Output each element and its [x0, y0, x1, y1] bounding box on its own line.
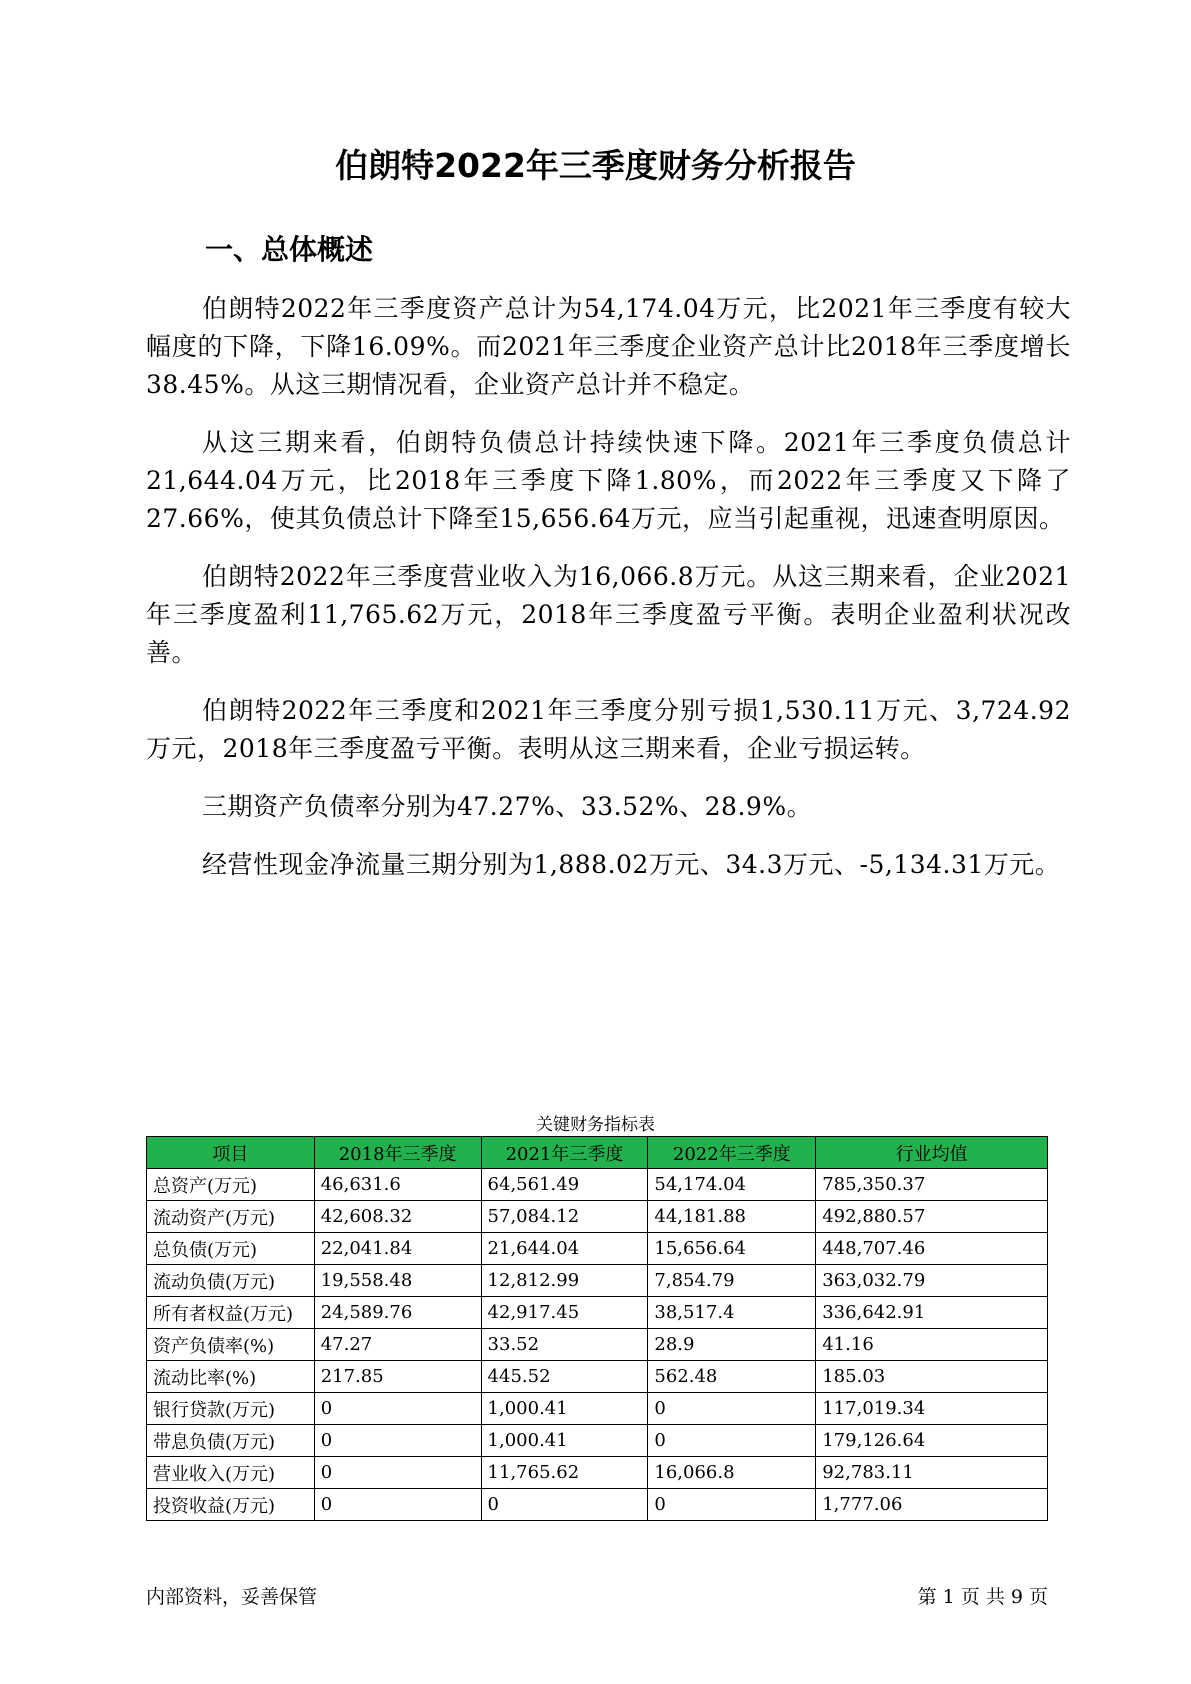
- header-2021q3: 2021年三季度: [481, 1137, 648, 1169]
- cell-industry-average: 185.03: [816, 1361, 1048, 1393]
- paragraph-liabilities: 从这三期来看，伯朗特负债总计持续快速下降。2021年三季度负债总计21,644.04万元，比2018年三季度下降1.80%，而2022年三季度又下降了27.66%，使其负债总计下降至15,656.64万元，应当引起重视，迅速查明原因。: [146, 428, 1071, 533]
- cell-item: 流动资产(万元): [147, 1201, 315, 1233]
- cell-item: 总资产(万元): [147, 1169, 315, 1201]
- cell-2021q3: 1,000.41: [481, 1425, 648, 1457]
- cell-industry-average: 785,350.37: [816, 1169, 1048, 1201]
- table-row: [147, 1297, 1048, 1329]
- table-row: [147, 1489, 1048, 1521]
- cell-2021q3: 11,765.62: [481, 1457, 648, 1489]
- cell-2022q3: 562.48: [648, 1361, 816, 1393]
- cell-item: 流动比率(%): [147, 1361, 315, 1393]
- cell-item: 资产负债率(%): [147, 1329, 315, 1361]
- body-text: [146, 290, 1071, 904]
- cell-2021q3: 0: [481, 1489, 648, 1521]
- cell-industry-average: 41.16: [816, 1329, 1048, 1361]
- cell-industry-average: 492,880.57: [816, 1201, 1048, 1233]
- table-row: [147, 1265, 1048, 1297]
- table-row: [147, 1425, 1048, 1457]
- table-caption: 关键财务指标表: [536, 1115, 655, 1135]
- cell-2021q3: 445.52: [481, 1361, 648, 1393]
- cell-2018q3: 19,558.48: [314, 1265, 481, 1297]
- cell-2022q3: 16,066.8: [648, 1457, 816, 1489]
- table-row: [147, 1233, 1048, 1265]
- key-financial-metrics-table: [146, 1136, 1048, 1521]
- cell-2022q3: 38,517.4: [648, 1297, 816, 1329]
- paragraph-loss: 伯朗特2022年三季度和2021年三季度分别亏损1,530.11万元、3,724.92万元，2018年三季度盈亏平衡。表明从这三期来看，企业亏损运转。: [146, 696, 1071, 763]
- cell-2022q3: 0: [648, 1489, 816, 1521]
- cell-2018q3: 0: [314, 1489, 481, 1521]
- cell-2018q3: 0: [314, 1457, 481, 1489]
- table-body: [147, 1169, 1048, 1521]
- cell-2018q3: 47.27: [314, 1329, 481, 1361]
- cell-2021q3: 1,000.41: [481, 1393, 648, 1425]
- paragraph-assets: 伯朗特2022年三季度资产总计为54,174.04万元，比2021年三季度有较大幅度的下降，下降16.09%。而2021年三季度企业资产总计比2018年三季度增长38.45%。从这三期情况看，企业资产总计并不稳定。: [146, 294, 1071, 399]
- cell-2018q3: 217.85: [314, 1361, 481, 1393]
- cell-2022q3: 15,656.64: [648, 1233, 816, 1265]
- cell-2018q3: 46,631.6: [314, 1169, 481, 1201]
- cell-2018q3: 42,608.32: [314, 1201, 481, 1233]
- header-industry-average: 行业均值: [816, 1137, 1048, 1169]
- cell-2022q3: 0: [648, 1425, 816, 1457]
- cell-item: 流动负债(万元): [147, 1265, 315, 1297]
- paragraph-debt-ratio: 三期资产负债率分别为47.27%、33.52%、28.9%。: [202, 792, 813, 821]
- cell-2021q3: 57,084.12: [481, 1201, 648, 1233]
- paragraph-revenue: 伯朗特2022年三季度营业收入为16,066.8万元。从这三期来看，企业2021年三季度盈利11,765.62万元，2018年三季度盈亏平衡。表明企业盈利状况改善。: [146, 562, 1071, 667]
- page-title: 伯朗特2022年三季度财务分析报告: [335, 146, 856, 185]
- cell-item: 投资收益(万元): [147, 1489, 315, 1521]
- cell-industry-average: 179,126.64: [816, 1425, 1048, 1457]
- cell-industry-average: 363,032.79: [816, 1265, 1048, 1297]
- table-header-row: [147, 1137, 1048, 1169]
- cell-2022q3: 44,181.88: [648, 1201, 816, 1233]
- cell-2021q3: 21,644.04: [481, 1233, 648, 1265]
- cell-item: 银行贷款(万元): [147, 1393, 315, 1425]
- header-item: 项目: [147, 1137, 315, 1169]
- cell-2018q3: 0: [314, 1393, 481, 1425]
- table-row: [147, 1201, 1048, 1233]
- cell-industry-average: 92,783.11: [816, 1457, 1048, 1489]
- paragraph-cash-flow: 经营性现金净流量三期分别为1,888.02万元、34.3万元、-5,134.31万元。: [202, 850, 1061, 879]
- cell-item: 总负债(万元): [147, 1233, 315, 1265]
- cell-2021q3: 64,561.49: [481, 1169, 648, 1201]
- cell-item: 所有者权益(万元): [147, 1297, 315, 1329]
- cell-2022q3: 28.9: [648, 1329, 816, 1361]
- cell-2021q3: 12,812.99: [481, 1265, 648, 1297]
- footer-confidential-note: 内部资料，妥善保管: [146, 1586, 318, 1608]
- section-heading: 一、总体概述: [205, 233, 374, 266]
- cell-2022q3: 0: [648, 1393, 816, 1425]
- table-row: [147, 1393, 1048, 1425]
- cell-2021q3: 42,917.45: [481, 1297, 648, 1329]
- table-row: [147, 1457, 1048, 1489]
- cell-2018q3: 22,041.84: [314, 1233, 481, 1265]
- table-row: [147, 1361, 1048, 1393]
- cell-2021q3: 33.52: [481, 1329, 648, 1361]
- table-row: [147, 1169, 1048, 1201]
- cell-item: 带息负债(万元): [147, 1425, 315, 1457]
- header-2022q3: 2022年三季度: [648, 1137, 816, 1169]
- header-2018q3: 2018年三季度: [314, 1137, 481, 1169]
- footer-page-number: 第 1 页 共 9 页: [917, 1586, 1048, 1608]
- table-row: [147, 1329, 1048, 1361]
- cell-industry-average: 336,642.91: [816, 1297, 1048, 1329]
- cell-industry-average: 1,777.06: [816, 1489, 1048, 1521]
- cell-2018q3: 24,589.76: [314, 1297, 481, 1329]
- cell-item: 营业收入(万元): [147, 1457, 315, 1489]
- cell-industry-average: 117,019.34: [816, 1393, 1048, 1425]
- cell-2018q3: 0: [314, 1425, 481, 1457]
- cell-2022q3: 7,854.79: [648, 1265, 816, 1297]
- cell-industry-average: 448,707.46: [816, 1233, 1048, 1265]
- cell-2022q3: 54,174.04: [648, 1169, 816, 1201]
